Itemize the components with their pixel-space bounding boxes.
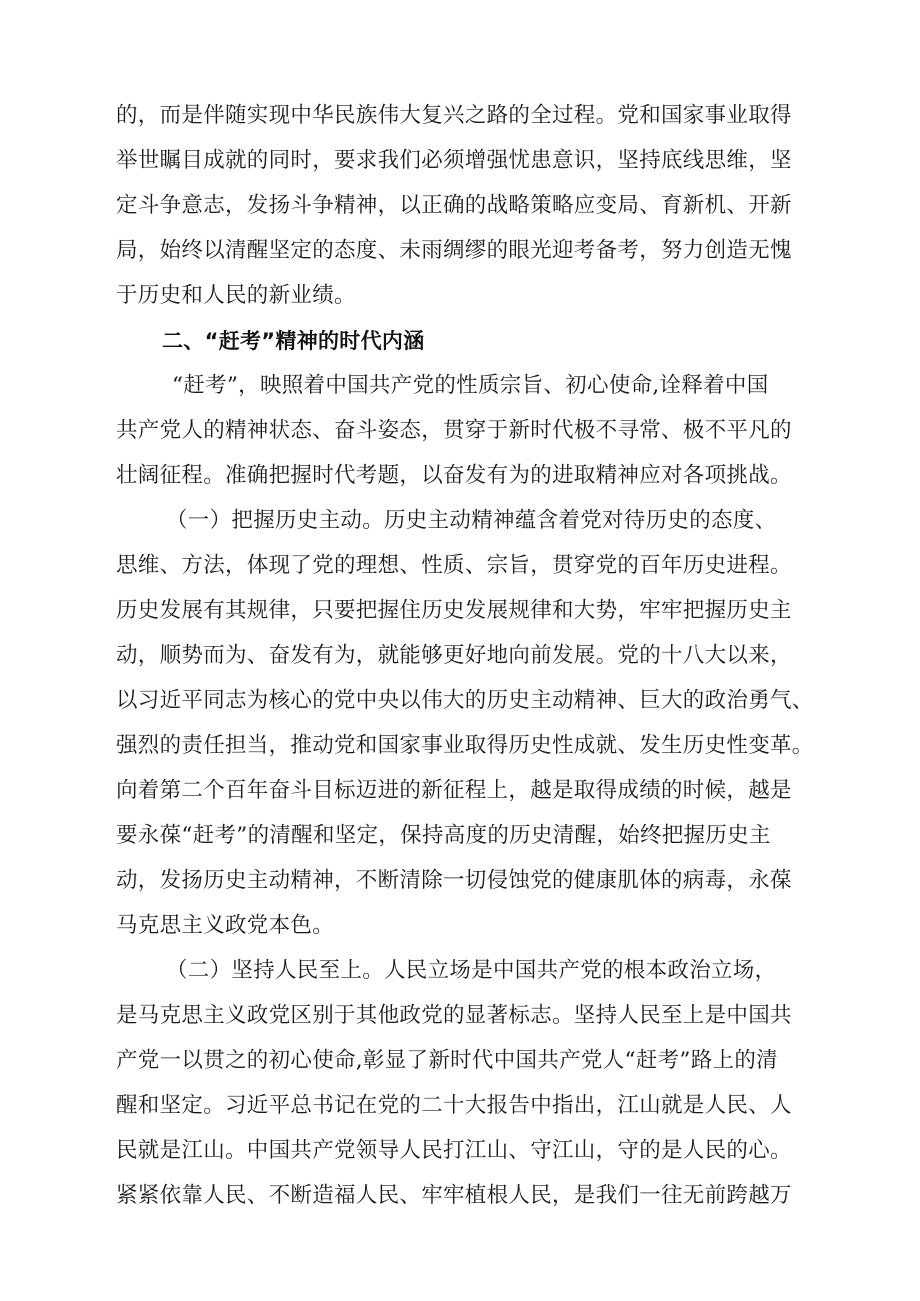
paragraph-line: 要永葆“赶考”的清醒和坚定，保持高度的历史清醒，始终把握历史主 [116, 823, 771, 848]
paragraph-line: 是马克思主义政党区别于其他政党的显著标志。坚持人民至上是中国共 [116, 1003, 792, 1028]
paragraph-line: 马克思主义政党本色。 [116, 913, 335, 938]
paragraph-line: 思维、方法，体现了党的理想、性质、宗旨，贯穿党的百年历史进程。 [116, 553, 792, 578]
paragraph-line: 定斗争意志，发扬斗争精神，以正确的战略策略应变局、育新机、开新 [116, 193, 792, 218]
paragraph-line: 民就是江山。中国共产党领导人民打江山、守江山，守的是人民的心。 [116, 1138, 792, 1163]
paragraph-line: 局，始终以清醒坚定的态度、未雨绸缪的眼光迎考备考，努力创造无愧 [116, 238, 792, 263]
paragraph-line: 动，顺势而为、奋发有为，就能够更好地向前发展。党的十八大以来， [116, 643, 792, 668]
paragraph-line: 向着第二个百年奋斗目标迈进的新征程上，越是取得成绩的时候，越是 [116, 778, 792, 803]
paragraph-line: 产党一以贯之的初心使命,彰显了新时代中国共产党人“赶考”路上的清 [116, 1048, 778, 1073]
paragraph-line: 举世瞩目成就的同时，要求我们必须增强忧患意识，坚持底线思维，坚 [116, 148, 792, 173]
paragraph-line: 醒和坚定。习近平总书记在党的二十大报告中指出，江山就是人民、人 [116, 1093, 792, 1118]
paragraph-line: 的，而是伴随实现中华民族伟大复兴之路的全过程。党和国家事业取得 [116, 103, 792, 128]
paragraph-line: 历史发展有其规律，只要把握住历史发展规律和大势，牢牢把握历史主 [116, 598, 792, 623]
subsection-line: （二）坚持人民至上。人民立场是中国共产党的根本政治立场， [166, 958, 777, 983]
paragraph-line: 动，发扬历史主动精神，不断清除一切侵蚀党的健康肌体的病毒，永葆 [116, 868, 792, 893]
paragraph-line: 壮阔征程。准确把握时代考题，以奋发有为的进取精神应对各项挑战。 [116, 463, 792, 488]
paragraph-line: 强烈的责任担当，推动党和国家事业取得历史性成就、发生历史性变革。 [116, 733, 814, 758]
section-heading: 二、“赶考”精神的时代内涵 [162, 329, 425, 353]
paragraph-line: 于历史和人民的新业绩。 [116, 283, 356, 308]
paragraph-line: 紧紧依靠人民、不断造福人民、牢牢植根人民，是我们一往无前跨越万 [116, 1183, 792, 1208]
paragraph-line: 共产党人的精神状态、奋斗姿态，贯穿于新时代极不寻常、极不平凡的 [116, 418, 792, 443]
paragraph-line: “赶考”，映照着中国共产党的性质宗旨、初心使命,诠释着中国 [172, 373, 769, 398]
subsection-line: （一）把握历史主动。历史主动精神蕴含着党对待历史的态度、 [166, 508, 777, 533]
paragraph-line: 以习近平同志为核心的党中央以伟大的历史主动精神、巨大的政治勇气、 [116, 688, 814, 713]
